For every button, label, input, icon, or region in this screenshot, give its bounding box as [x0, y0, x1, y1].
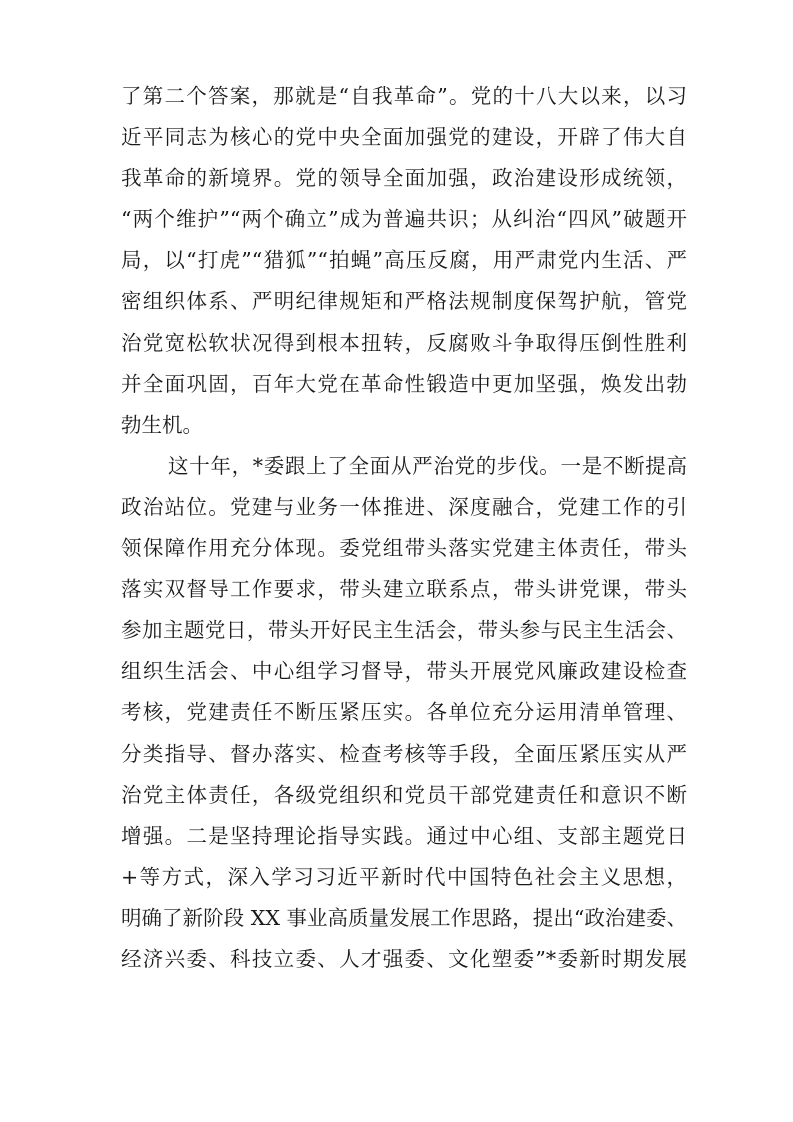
text-line: 经济兴委、科技立委、人才强委、文化塑委”*委新时期发展 [121, 946, 687, 971]
text-line: 我革命的新境界。党的领导全面加强，政治建设形成统领， [121, 166, 687, 191]
paragraph-1 [121, 76, 687, 446]
text-line: 增强。二是坚持理论指导实践。通过中心组、支部主题党日 [121, 823, 687, 848]
paragraph-2 [121, 446, 687, 980]
text-line: 落实双督导工作要求，带头建立联系点，带头讲党课，带头 [121, 577, 687, 602]
document-body [121, 76, 687, 980]
text-line: 明确了新阶段 XX 事业高质量发展工作思路，提出“政治建委、 [121, 905, 687, 930]
text-line: 勃生机。 [121, 412, 203, 437]
text-line: 分类指导、督办落实、检查考核等手段，全面压紧压实从严 [121, 741, 687, 766]
text-line: 近平同志为核心的党中央全面加强党的建设，开辟了伟大自 [121, 125, 687, 150]
text-line: 这十年，*委跟上了全面从严治党的步伐。一是不断提高 [168, 453, 687, 478]
text-line: +等方式，深入学习习近平新时代中国特色社会主义思想， [121, 864, 687, 889]
text-line: 治党主体责任，各级党组织和党员干部党建责任和意识不断 [121, 782, 687, 807]
text-line: 考核，党建责任不断压紧压实。各单位充分运用清单管理、 [121, 700, 687, 725]
text-line: 政治站位。党建与业务一体推进、深度融合，党建工作的引 [121, 494, 687, 519]
text-line: 了第二个答案，那就是“自我革命”。党的十八大以来，以习 [121, 84, 687, 108]
text-line: 领保障作用充分体现。委党组带头落实党建主体责任，带头 [121, 536, 687, 561]
text-line: 密组织体系、严明纪律规矩和严格法规制度保驾护航，管党 [121, 289, 687, 314]
text-line: 治党宽松软状况得到根本扭转，反腐败斗争取得压倒性胜利 [121, 330, 687, 355]
text-line: 局，以“打虎”“猎狐”“拍蝇”高压反腐，用严肃党内生活、严 [121, 248, 687, 273]
text-line: 组织生活会、中心组学习督导，带头开展党风廉政建设检查 [121, 659, 687, 684]
text-line: 参加主题党日，带头开好民主生活会，带头参与民主生活会、 [121, 618, 687, 643]
text-line: “两个维护”“两个确立”成为普遍共识；从纠治“四风”破题开 [121, 207, 687, 232]
text-line: 并全面巩固，百年大党在革命性锻造中更加坚强，焕发出勃 [121, 371, 687, 396]
